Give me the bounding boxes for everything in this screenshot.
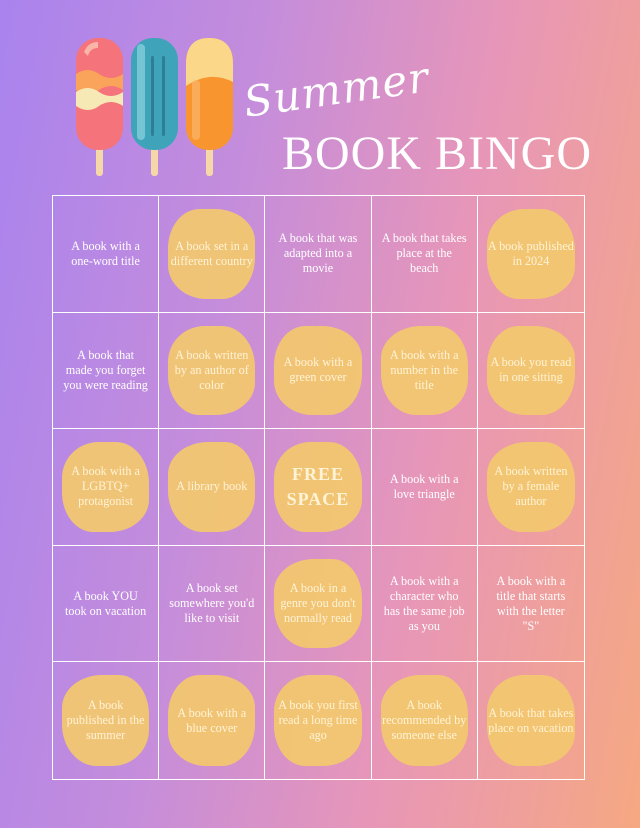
bingo-cell[interactable] bbox=[265, 662, 371, 779]
bingo-cell[interactable] bbox=[53, 429, 159, 546]
bingo-cell-label: A book that made you forget you were reading bbox=[63, 347, 148, 392]
bingo-cell-label: A book YOU took on vacation bbox=[64, 588, 147, 618]
bingo-cell[interactable] bbox=[265, 313, 371, 430]
bingo-cell[interactable] bbox=[53, 313, 159, 430]
bingo-cell[interactable] bbox=[53, 662, 159, 779]
bingo-cell-label: A book with a number in the title bbox=[389, 347, 459, 392]
bingo-cell-label: A book with a love triangle bbox=[389, 471, 459, 501]
bingo-cell[interactable] bbox=[372, 196, 478, 313]
bingo-cell[interactable] bbox=[159, 313, 265, 430]
bingo-cell-label: A book that takes place at the beach bbox=[381, 231, 467, 276]
bingo-cell[interactable] bbox=[478, 196, 584, 313]
popsicle-icon bbox=[186, 38, 233, 176]
title-script: Summer bbox=[240, 52, 433, 127]
bingo-cell[interactable] bbox=[478, 313, 584, 430]
bingo-cell-label: A book set in a different country bbox=[170, 238, 253, 268]
bingo-cell-label: A book with a one-word title bbox=[71, 238, 140, 268]
bingo-cell-label: A book published in the summer bbox=[66, 698, 145, 743]
bingo-cell[interactable] bbox=[478, 662, 584, 779]
bingo-cell[interactable] bbox=[53, 546, 159, 663]
bingo-cell-label: A book published in 2024 bbox=[487, 238, 574, 268]
bingo-cell-label: A book that takes place on vacation bbox=[488, 705, 574, 735]
bingo-cell-label: A book with a character who has the same job as you bbox=[383, 573, 465, 633]
free-space-cell[interactable] bbox=[265, 429, 371, 546]
popsicles-illustration bbox=[74, 34, 238, 184]
bingo-cell-label: A book in a genre you don't normally read bbox=[280, 581, 356, 626]
popsicle-icon bbox=[76, 38, 123, 176]
bingo-cell[interactable] bbox=[53, 196, 159, 313]
bingo-cell[interactable] bbox=[372, 662, 478, 779]
bingo-cell[interactable] bbox=[159, 662, 265, 779]
bingo-cell[interactable] bbox=[265, 546, 371, 663]
page-title: BOOK BINGO bbox=[282, 127, 592, 180]
bingo-cell-label: A book written by a female author bbox=[494, 464, 568, 509]
bingo-cell-label: A book you first read a long time ago bbox=[278, 698, 358, 743]
bingo-cell-label: A book you read in one sitting bbox=[490, 355, 572, 385]
bingo-grid bbox=[52, 195, 585, 780]
bingo-cell-label: A book with a title that starts with the letter "S" bbox=[496, 573, 566, 633]
bingo-cell[interactable] bbox=[265, 196, 371, 313]
bingo-cell-label: A book that was adapted into a movie bbox=[278, 231, 358, 276]
bingo-cell[interactable] bbox=[372, 546, 478, 663]
bingo-cell[interactable] bbox=[478, 546, 584, 663]
bingo-cell-label: A book with a LGBTQ+ protagonist bbox=[71, 464, 140, 509]
bingo-cell-label: A book written by an author of color bbox=[174, 347, 249, 392]
bingo-cell-label: A book recommended by someone else bbox=[382, 698, 467, 743]
bingo-cell[interactable] bbox=[372, 429, 478, 546]
popsicle-icon bbox=[131, 38, 178, 176]
bingo-cell-label: A book with a green cover bbox=[283, 355, 353, 385]
bingo-cell[interactable] bbox=[372, 313, 478, 430]
bingo-cell[interactable] bbox=[478, 429, 584, 546]
bingo-cell[interactable] bbox=[159, 546, 265, 663]
bingo-cell-label: FREE SPACE bbox=[286, 463, 350, 509]
bingo-cell[interactable] bbox=[159, 196, 265, 313]
bingo-cell-label: A book with a blue cover bbox=[177, 705, 247, 735]
bingo-cell-label: A book set somewhere you'd like to visit bbox=[169, 581, 255, 626]
bingo-cell[interactable] bbox=[159, 429, 265, 546]
bingo-cell-label: A library book bbox=[176, 479, 248, 494]
